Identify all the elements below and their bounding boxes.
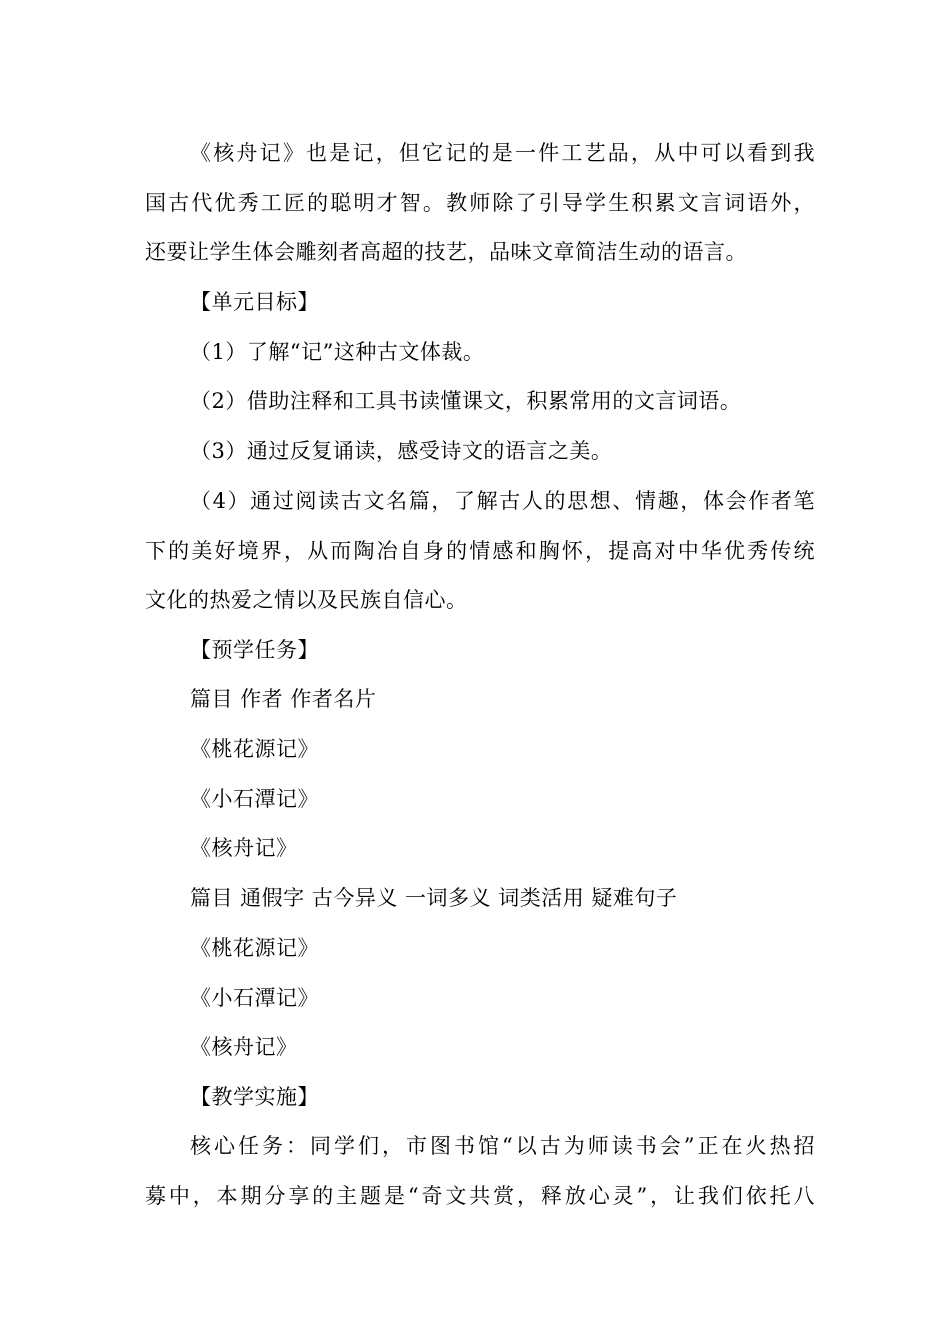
intro-line-1: 《核舟记》也是记，但它记的是一件工艺品，从中可以看到我 — [190, 141, 815, 165]
goal-item-1: （1）了解“记”这种古文体裁。 — [190, 340, 485, 364]
teaching-line-1: 核心任务：同学们，市图书馆“以古为师读书会”正在火热招 — [190, 1134, 815, 1158]
section-heading-teaching: 【教学实施】 — [190, 1085, 319, 1109]
section-heading-preview: 【预学任务】 — [190, 638, 319, 662]
section-heading-goals: 【单元目标】 — [190, 290, 319, 314]
goal-item-4-line-2: 下的美好境界，从而陶冶自身的情感和胸怀，提高对中华优秀传统 — [145, 539, 815, 563]
intro-line-3: 还要让学生体会雕刻者高超的技艺，品味文章简洁生动的语言。 — [145, 240, 747, 264]
table1-row-3: 《核舟记》 — [190, 836, 298, 860]
goal-item-3: （3）通过反复诵读，感受诗文的语言之美。 — [190, 439, 613, 463]
goal-item-4-line-1: （4）通过阅读古文名篇，了解古人的思想、情趣，体会作者笔 — [190, 489, 815, 513]
goal-item-4-line-3: 文化的热爱之情以及民族自信心。 — [145, 588, 468, 612]
table1-row-2: 《小石潭记》 — [190, 787, 319, 811]
goal-item-2: （2）借助注释和工具书读懂课文，积累常用的文言词语。 — [190, 389, 742, 413]
intro-line-2: 国古代优秀工匠的聪明才智。教师除了引导学生积累文言词语外， — [145, 191, 815, 215]
table2-header: 篇目 通假字 古今异义 一词多义 词类活用 疑难句子 — [190, 886, 678, 910]
table2-row-1: 《桃花源记》 — [190, 936, 319, 960]
table1-row-1: 《桃花源记》 — [190, 737, 319, 761]
table1-header: 篇目 作者 作者名片 — [190, 687, 377, 711]
teaching-line-2: 募中，本期分享的主题是“奇文共赏，释放心灵”，让我们依托八 — [145, 1184, 815, 1208]
table2-row-2: 《小石潭记》 — [190, 986, 319, 1010]
table2-row-3: 《核舟记》 — [190, 1035, 298, 1059]
